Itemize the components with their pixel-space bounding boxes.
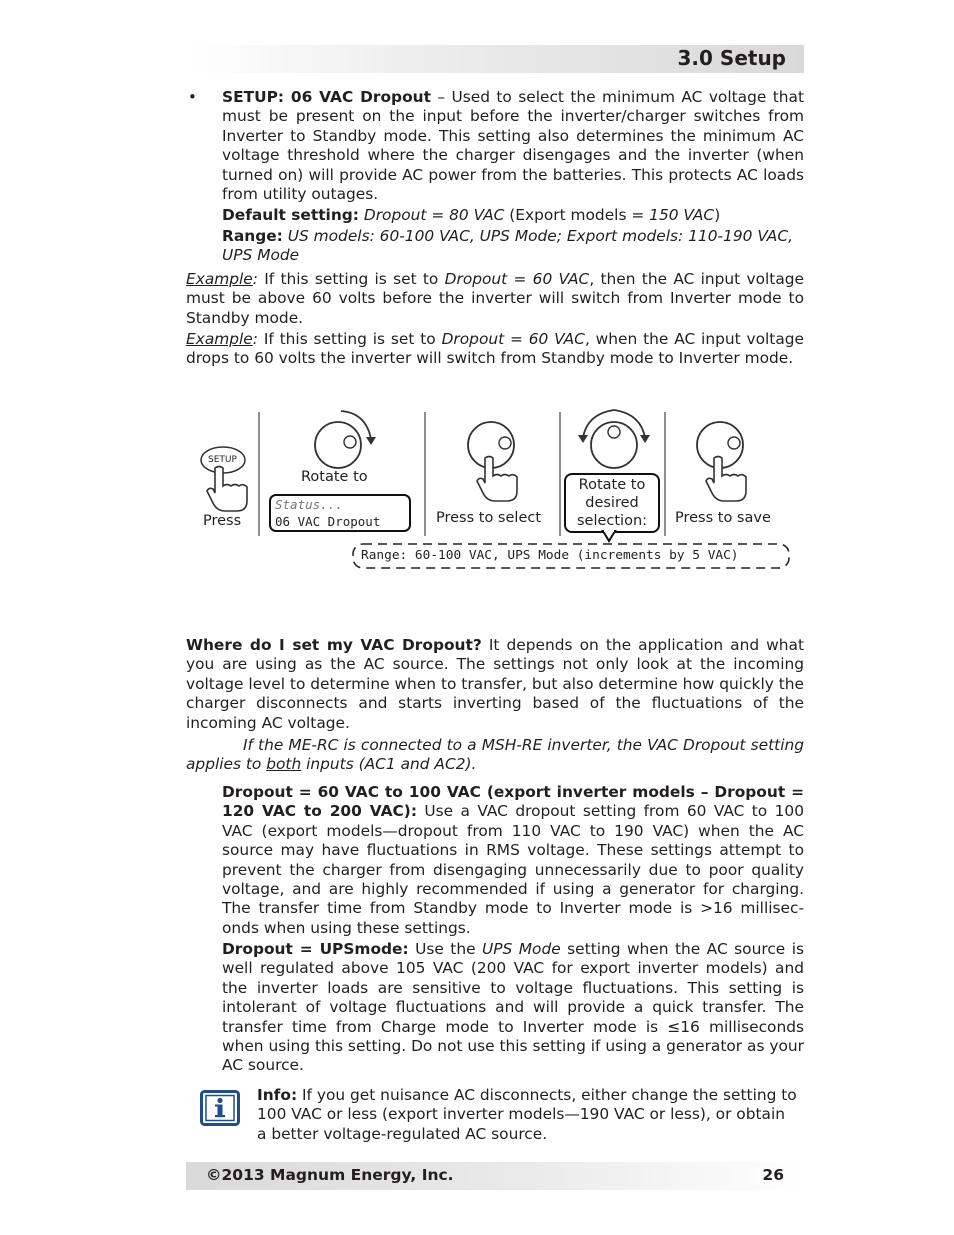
setup-procedure-diagram	[195, 408, 805, 583]
rotate-desired-line-2: desired	[585, 495, 639, 511]
msh-re-note: If the ME-RC is connected to a MSH-RE inverter, the VAC Dropout setting applies to both inputs (AC1 and AC2).	[186, 736, 804, 774]
press-to-save-label: Press to save	[675, 510, 771, 526]
rotary-knob-icon	[578, 410, 650, 468]
range-note: Range: 60-100 VAC, UPS Mode (increments by 5 VAC)	[361, 548, 739, 563]
page-number: 26	[762, 1166, 784, 1184]
option-upsmode: Dropout = UPSmode: Use the UPS Mode setting when the AC source is well regulated above 105 VAC (200 VAC for export inverter models) and the inverter loads are sensitive to voltage fluctuations. This setting is intolerant of voltage fluctuations and will provide a quick transfer. The transfer time from Charge mode to Inverter mode is ≤16 milliseconds when using this setting. Do not use this setting if using a generator as your AC source.	[222, 940, 804, 1075]
example-2: Example: If this setting is set to Dropout = 60 VAC, when the AC input voltage drops to 60 volts the inverter will switch from Standby mode to Inverter mode.	[186, 330, 804, 368]
section-title: 3.0 Setup	[677, 46, 786, 70]
setting-name: SETUP: 06 VAC Dropout	[222, 88, 431, 106]
rotary-knob-icon	[315, 411, 376, 468]
info-text: Info: If you get nuisance AC disconnects, either change the setting to 100 VAC or less (export inverter models—190 VAC or less), or obtain a better voltage-regulated AC source.	[257, 1086, 797, 1143]
page-footer	[186, 1162, 804, 1190]
example-1: Example: If this setting is set to Dropout = 60 VAC, then the AC input voltage must be above 60 volts before the inverter will switch from Inverter mode to Standby mode.	[186, 270, 804, 327]
display-line-1: Status...	[275, 497, 343, 512]
default-setting: Default setting: Dropout = 80 VAC (Export models = 150 VAC)	[222, 206, 721, 224]
setting-description: SETUP: 06 VAC Dropout – Used to select the minimum AC voltage that must be present on the input before the inverter/charger switches from Inverter to Standby mode. This setting also determines the minimum AC voltage threshold where the charger disengages and the inverter (when turned on) will provide AC power from the batteries. This protects AC loads from utility outages.	[222, 88, 804, 204]
press-to-select-label: Press to select	[436, 510, 542, 526]
press-label: Press	[203, 513, 242, 529]
setup-button-label: SETUP	[208, 455, 237, 465]
info-icon	[200, 1090, 240, 1126]
where-paragraph: Where do I set my VAC Dropout? It depends on the application and what you are using as the AC source. The settings not only look at the incoming voltage level to determine when to transfer, but also determine how quickly the charger disconnects and starts inverting based of the fluctuations of the incoming AC voltage.	[186, 636, 804, 732]
rotate-desired-line-3: selection:	[576, 513, 648, 529]
rotate-desired-line-1: Rotate to	[578, 477, 646, 493]
rotate-to-label: Rotate to	[301, 469, 368, 485]
range: Range: US models: 60-100 VAC, UPS Mode; Export models: 110-190 VAC, UPS Mode	[222, 227, 793, 265]
section-header	[186, 45, 804, 73]
copyright: ©2013 Magnum Energy, Inc.	[206, 1166, 454, 1184]
display-line-2: 06 VAC Dropout	[275, 514, 381, 529]
bullet: •	[188, 88, 197, 106]
option-60-100: Dropout = 60 VAC to 100 VAC (export inverter models – Dropout = 120 VAC to 200 VAC): Use a VAC dropout setting from 60 VAC to 100 VAC (export models—dropout from 110 VAC to 190 VAC) when the AC source may have fluctuations in RMS voltage. These settings attempt to prevent the charger from disengaging unnecessarily due to poor quality voltage, and are highly recommended if using a generator for charging. The transfer time from Standby mode to Inverter mode is >16 millisec-onds when using these settings.	[222, 783, 804, 937]
